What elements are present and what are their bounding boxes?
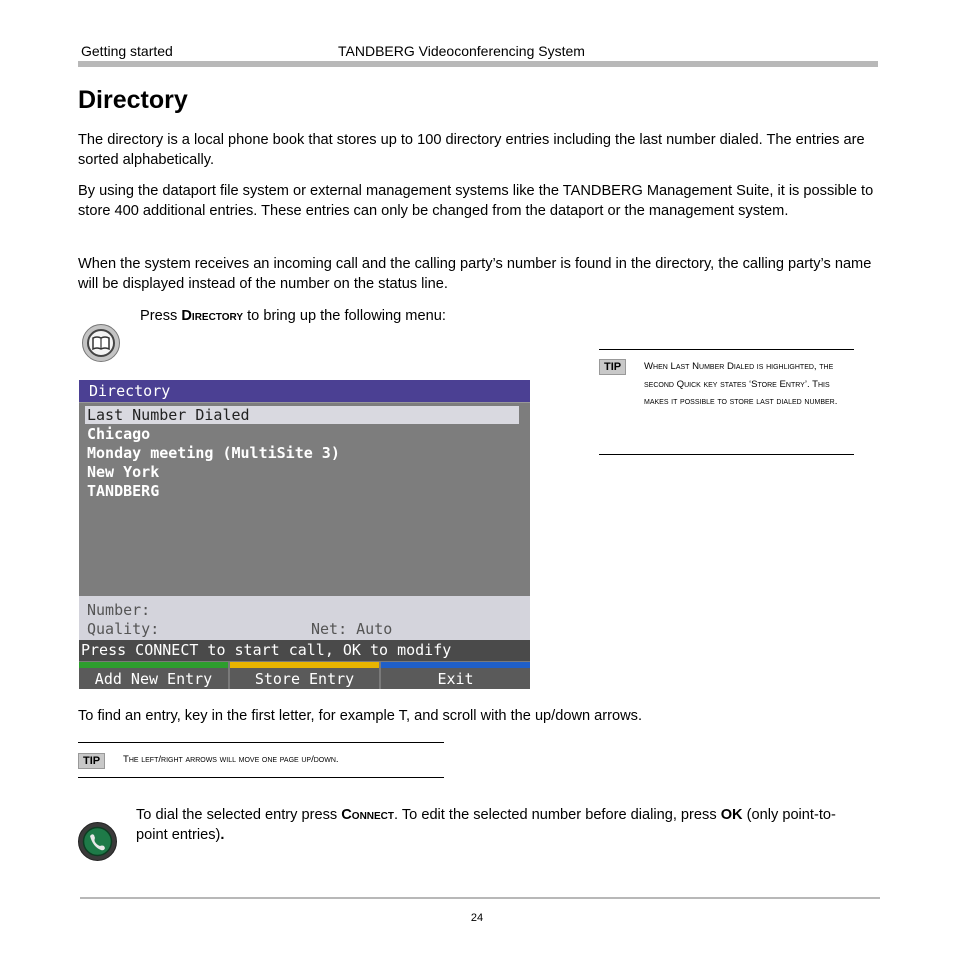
header-product: TANDBERG Videoconferencing System bbox=[338, 43, 585, 59]
softkey-color-bar bbox=[79, 662, 228, 668]
directory-entry[interactable]: Monday meeting (MultiSite 3) bbox=[87, 444, 340, 462]
softkey-label: Store Entry bbox=[254, 670, 355, 688]
softkey-label: Exit bbox=[437, 670, 474, 688]
number-label: Number: bbox=[87, 601, 151, 619]
tip-box-store-entry bbox=[599, 349, 854, 455]
tip-box-page-arrows bbox=[78, 742, 444, 778]
dial-part2: . To edit the selected number before dialing, press bbox=[394, 807, 717, 823]
entry-info-panel bbox=[79, 596, 530, 640]
softkey-exit[interactable] bbox=[381, 662, 530, 689]
directory-entry[interactable]: TANDBERG bbox=[87, 482, 160, 500]
directory-menu-screen bbox=[79, 380, 530, 689]
paragraph-dataport: By using the dataport file system or external management systems like the TANDBERG Management Suite, it is possible to store 400 additional entries. These entries can only be changed from the dataport or the management system. bbox=[78, 183, 874, 219]
directory-entry[interactable]: Chicago bbox=[87, 425, 151, 443]
tip-label: TIP bbox=[78, 753, 105, 769]
page-number: 24 bbox=[470, 912, 484, 924]
quality-label: Quality: bbox=[87, 620, 160, 638]
directory-entry-list bbox=[79, 402, 530, 596]
press-suffix: to bring up the following menu: bbox=[247, 308, 446, 324]
dial-end: . bbox=[220, 826, 225, 843]
find-entry-instruction: To find an entry, key in the first letter, for example T, and scroll with the up/down arrows. bbox=[78, 708, 643, 724]
softkey-store-entry[interactable] bbox=[230, 662, 379, 689]
directory-key-label: Directory bbox=[181, 308, 244, 324]
header-rule bbox=[78, 61, 878, 67]
status-line: Press CONNECT to start call, OK to modify bbox=[79, 640, 530, 661]
paragraph-incoming-call: When the system receives an incoming call and the calling party’s number is found in the directory, the calling party’s name will be displayed instead of the number on the status line. bbox=[78, 256, 872, 292]
tip-text: The left/right arrows will move one page up/down. bbox=[123, 754, 339, 765]
paragraph-intro: The directory is a local phone book that stores up to 100 directory entries including the last number dialed. The entries are sorted alphabetically. bbox=[78, 132, 865, 168]
header-section: Getting started bbox=[81, 43, 173, 59]
page-title: Directory bbox=[78, 86, 188, 114]
press-prefix: Press bbox=[140, 308, 178, 324]
tip-text: When Last Number Dialed is highlighted, the second Quick key states ‘Store Entry’. This makes it possible to store last dialed number. bbox=[644, 361, 838, 407]
dial-part3: (only point-to-point entries) bbox=[136, 807, 836, 843]
screen-title: Directory bbox=[79, 380, 530, 402]
softkey-color-bar bbox=[381, 662, 530, 668]
connect-key-label: Connect bbox=[341, 807, 395, 823]
tip-label: TIP bbox=[599, 359, 626, 375]
footer-rule bbox=[80, 897, 880, 899]
directory-book-icon bbox=[82, 324, 120, 362]
dial-part1: To dial the selected entry press bbox=[136, 807, 338, 823]
press-directory-instruction bbox=[140, 307, 446, 326]
directory-entry[interactable]: New York bbox=[87, 463, 160, 481]
directory-entry-selected[interactable]: Last Number Dialed bbox=[85, 406, 519, 424]
dial-instruction bbox=[136, 806, 856, 845]
net-label: Net: Auto bbox=[311, 620, 393, 638]
ok-key-label: OK bbox=[720, 807, 743, 823]
softkey-add-new-entry[interactable] bbox=[79, 662, 228, 689]
softkey-label: Add New Entry bbox=[94, 670, 213, 688]
phone-handset-icon bbox=[78, 822, 117, 861]
softkey-color-bar bbox=[230, 662, 379, 668]
